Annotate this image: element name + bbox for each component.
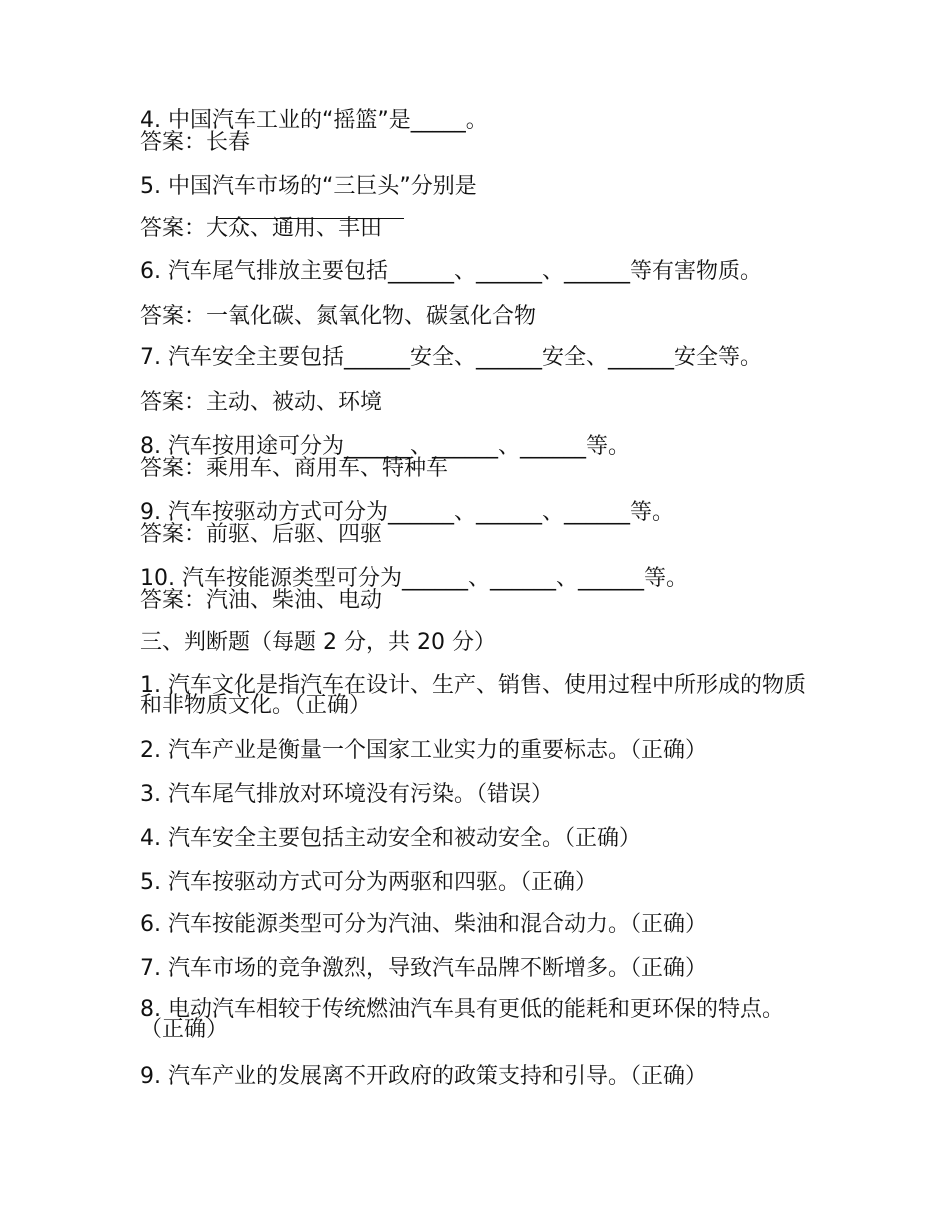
judgement-item-5: 5. 汽车按驱动方式可分为两驱和四驱。（正确） — [140, 870, 597, 895]
question-7: 7. 汽车安全主要包括______安全、______安全、______安全等。 — [140, 345, 762, 370]
answer-9: 答案：前驱、后驱、四驱 — [140, 522, 383, 547]
question-10: 10. 汽车按能源类型可分为______、______、______等。 — [140, 566, 688, 591]
answer-4: 答案：长春 — [140, 130, 251, 155]
question-4: 4. 中国汽车工业的“摇篮”是_____。 — [140, 108, 488, 133]
judgement-item-4: 4. 汽车安全主要包括主动安全和被动安全。（正确） — [140, 826, 641, 851]
question-9: 9. 汽车按驱动方式可分为______、______、______等。 — [140, 500, 674, 525]
judgement-item-2: 2. 汽车产业是衡量一个国家工业实力的重要标志。（正确） — [140, 738, 707, 763]
answer-5: 答案：大众、通用、丰田 — [140, 216, 383, 241]
judgement-item-6: 6. 汽车按能源类型可分为汽油、柴油和混合动力。（正确） — [140, 912, 707, 937]
judgement-item-8: 8. 电动汽车相较于传统燃油汽车具有更低的能耗和更环保的特点。（正确） — [140, 997, 784, 1042]
answer-8: 答案：乘用车、商用车、特种车 — [140, 456, 449, 481]
judgement-item-9: 9. 汽车产业的发展离不开政府的政策支持和引导。（正确） — [140, 1064, 707, 1089]
answer-6: 答案：一氧化碳、氮氧化物、碳氢化合物 — [140, 304, 537, 329]
question-6: 6. 汽车尾气排放主要包括______、______、______等有害物质。 — [140, 259, 762, 284]
judgement-item-7: 7. 汽车市场的竞争激烈，导致汽车品牌不断增多。（正确） — [140, 956, 707, 981]
judgement-item-1: 1. 汽车文化是指汽车在设计、生产、销售、使用过程中所形成的物质和非物质文化。（正确） — [140, 673, 806, 718]
answer-7: 答案：主动、被动、环境 — [140, 390, 383, 415]
judgement-item-3: 3. 汽车尾气排放对环境没有污染。（错误） — [140, 782, 553, 807]
question-5: 5. 中国汽车市场的“三巨头”分别是 — [140, 174, 477, 199]
answer-10: 答案：汽油、柴油、电动 — [140, 588, 383, 613]
question-8: 8. 汽车按用途可分为______、______、______等。 — [140, 434, 630, 459]
section-3-heading: 三、判断题（每题 2 分，共 20 分） — [140, 630, 496, 655]
